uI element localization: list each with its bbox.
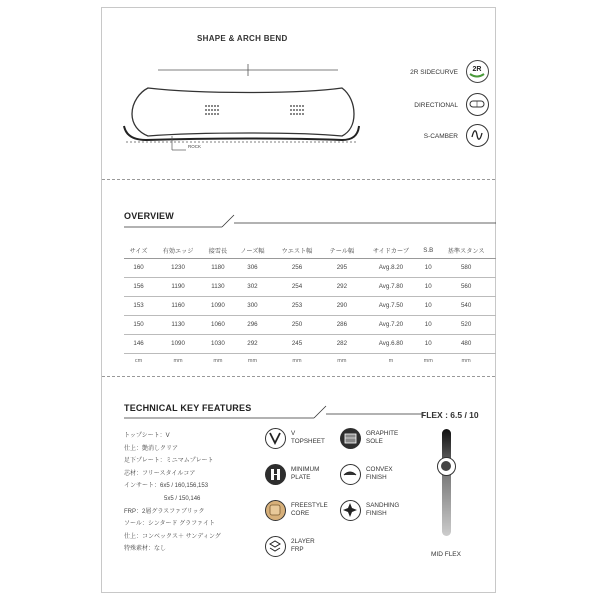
spec-line: 芯材：フリースタイルコア (124, 470, 196, 477)
table-row (124, 296, 496, 315)
col-nose-width: ノーズ幅 (233, 244, 272, 258)
tech-feature-text (291, 466, 319, 481)
table-cell: 1130 (203, 277, 233, 296)
tech-line2: TOPSHEET (291, 437, 325, 445)
table-cell: 153 (124, 296, 153, 315)
table-cell: 10 (420, 277, 436, 296)
flex-indicator-knob (437, 457, 456, 476)
feature-directional (352, 93, 492, 119)
table-row (124, 258, 496, 277)
unit-cell: cm (134, 358, 143, 365)
table-cell: 292 (322, 277, 362, 296)
spec-line: 足下プレート：ミニマムプレート (124, 458, 214, 465)
table-cell: 560 (436, 277, 496, 296)
table-cell: 1230 (153, 258, 203, 277)
spec-sheet (101, 7, 496, 593)
2layer-frp-icon (265, 536, 286, 557)
tech-line1: SANDHING (366, 502, 400, 509)
col-tail-width: テール幅 (322, 244, 362, 258)
col-sidecurve: サイドカーブ (362, 244, 420, 258)
flex-caption: MID FLEX (431, 551, 461, 558)
tech-line2: SOLE (366, 437, 383, 445)
board-shape-diagram (120, 52, 360, 160)
table-cell: Avg.7.20 (362, 315, 420, 334)
tech-line2: FINISH (366, 473, 387, 481)
table-cell: 1130 (153, 315, 203, 334)
tech-line1: CONVEX (366, 466, 393, 473)
spec-line: ソール：シンタード グラファイト (124, 521, 216, 528)
spec-line: トップシート：V (124, 433, 170, 439)
table-cell: Avg.6.80 (362, 334, 420, 353)
table-header-row (124, 244, 496, 258)
col-waist-width: ウエスト幅 (272, 244, 322, 258)
table-cell: 250 (272, 315, 322, 334)
table-cell: 290 (322, 296, 362, 315)
table-cell: Avg.7.50 (362, 296, 420, 315)
tech-feature-text (291, 430, 325, 445)
table-cell: 10 (420, 296, 436, 315)
table-cell: 1180 (203, 258, 233, 277)
spec-line: 仕上：コンベックス＋ サンディング (124, 533, 221, 540)
col-size: サイズ (124, 244, 153, 258)
table-cell: 540 (436, 296, 496, 315)
tech-feature-text (366, 430, 398, 445)
graphite-sole-icon (340, 428, 361, 449)
unit-cell: mm (213, 358, 223, 365)
table-cell: 296 (233, 315, 272, 334)
col-effective-edge: 有効エッジ (153, 244, 203, 258)
tech-feature-text (366, 466, 393, 481)
col-stance: 基準スタンス (436, 244, 496, 258)
table-cell: 1030 (203, 334, 233, 353)
unit-cell: mm (292, 358, 302, 365)
table-cell: 292 (233, 334, 272, 353)
table-cell: 520 (436, 315, 496, 334)
spec-line: 5x5 / 150,146 (164, 495, 201, 502)
table-cell: 146 (124, 334, 153, 353)
flex-rating: FLEX : 6.5 / 10 (421, 410, 479, 420)
tech-line2: FRP (291, 545, 304, 553)
spec-line: 特殊素材：なし (124, 546, 167, 553)
insert-dots-right (290, 105, 304, 115)
overview-title-rule (124, 214, 496, 228)
overview-title: OVERVIEW (124, 211, 174, 221)
tech-line2: FINISH (366, 509, 387, 517)
table-row (124, 277, 496, 296)
feature-label: DIRECTIONAL (414, 102, 458, 109)
table-cell: 254 (272, 277, 322, 296)
spec-table (124, 244, 496, 369)
section-divider (102, 376, 495, 377)
feature-s-camber (352, 124, 492, 150)
tech-line1: FREESTYLE (291, 502, 328, 509)
col-setback: S.B (420, 244, 436, 258)
feature-label: 2R SIDECURVE (410, 69, 458, 76)
table-cell: 160 (124, 258, 153, 277)
table-cell: Avg.7.80 (362, 277, 420, 296)
table-cell: 245 (272, 334, 322, 353)
tech-line1: V (291, 430, 296, 437)
2r-sidecurve-icon (466, 60, 489, 83)
tech-feature-text (291, 538, 315, 553)
tech-line2: PLATE (291, 473, 311, 481)
table-cell: 10 (420, 334, 436, 353)
tech-feature-text (291, 502, 328, 517)
v-topsheet-icon (265, 428, 286, 449)
tech-line2: CORE (291, 509, 310, 517)
table-cell: 256 (272, 258, 322, 277)
table-cell: 10 (420, 315, 436, 334)
rock-label: ROCK (188, 144, 202, 149)
flex-scale-bar (442, 429, 451, 536)
technical-title: TECHNICAL KEY FEATURES (124, 403, 252, 413)
col-contact-length: 接雪長 (203, 244, 233, 258)
table-cell: 150 (124, 315, 153, 334)
tech-feature-text (366, 502, 399, 517)
table-cell: 1190 (153, 277, 203, 296)
spec-line: インサート：6x5 / 160,156,153 (124, 483, 209, 490)
feature-label: S-CAMBER (423, 133, 458, 140)
spec-list (124, 430, 221, 556)
sanding-finish-icon (340, 500, 361, 521)
unit-cell: m (388, 358, 394, 365)
board-outline (132, 88, 354, 136)
convex-finish-icon (340, 464, 361, 485)
table-cell: 282 (322, 334, 362, 353)
table-cell: 1160 (153, 296, 203, 315)
table-cell: 10 (420, 258, 436, 277)
unit-cell: mm (173, 358, 183, 365)
feature-2r-sidecurve (352, 60, 492, 86)
table-cell: Avg.8.20 (362, 258, 420, 277)
directional-icon (466, 93, 489, 116)
spec-line: FRP：2層グラスファブリック (124, 508, 205, 515)
unit-cell: mm (423, 358, 433, 365)
table-cell: 480 (436, 334, 496, 353)
shape-title: SHAPE & ARCH BEND (197, 34, 288, 43)
table-cell: 156 (124, 277, 153, 296)
table-cell: 1060 (203, 315, 233, 334)
tech-line1: GRAPHITE (366, 430, 399, 437)
unit-cell: mm (337, 358, 347, 365)
unit-cell: mm (461, 358, 471, 365)
table-cell: 295 (322, 258, 362, 277)
table-cell: 286 (322, 315, 362, 334)
table-cell: 580 (436, 258, 496, 277)
s-camber-icon (466, 124, 489, 147)
tech-line1: MINIMUM (291, 466, 320, 473)
table-cell: 300 (233, 296, 272, 315)
table-cell: 306 (233, 258, 272, 277)
minimum-plate-icon (265, 464, 286, 485)
table-row (124, 334, 496, 353)
tech-line1: 2LAYER (291, 538, 315, 545)
technical-title-rule (124, 405, 424, 419)
unit-cell: mm (247, 358, 258, 365)
insert-dots-left (205, 105, 219, 115)
spec-line: 仕上：艶消しクリア (124, 445, 179, 452)
section-divider (102, 179, 495, 180)
table-units-row (124, 353, 496, 369)
table-cell: 253 (272, 296, 322, 315)
table-cell: 1090 (153, 334, 203, 353)
table-cell: 302 (233, 277, 272, 296)
badge-text: 2R (472, 66, 482, 73)
table-cell: 1090 (203, 296, 233, 315)
freestyle-core-icon (265, 500, 286, 521)
table-row (124, 315, 496, 334)
